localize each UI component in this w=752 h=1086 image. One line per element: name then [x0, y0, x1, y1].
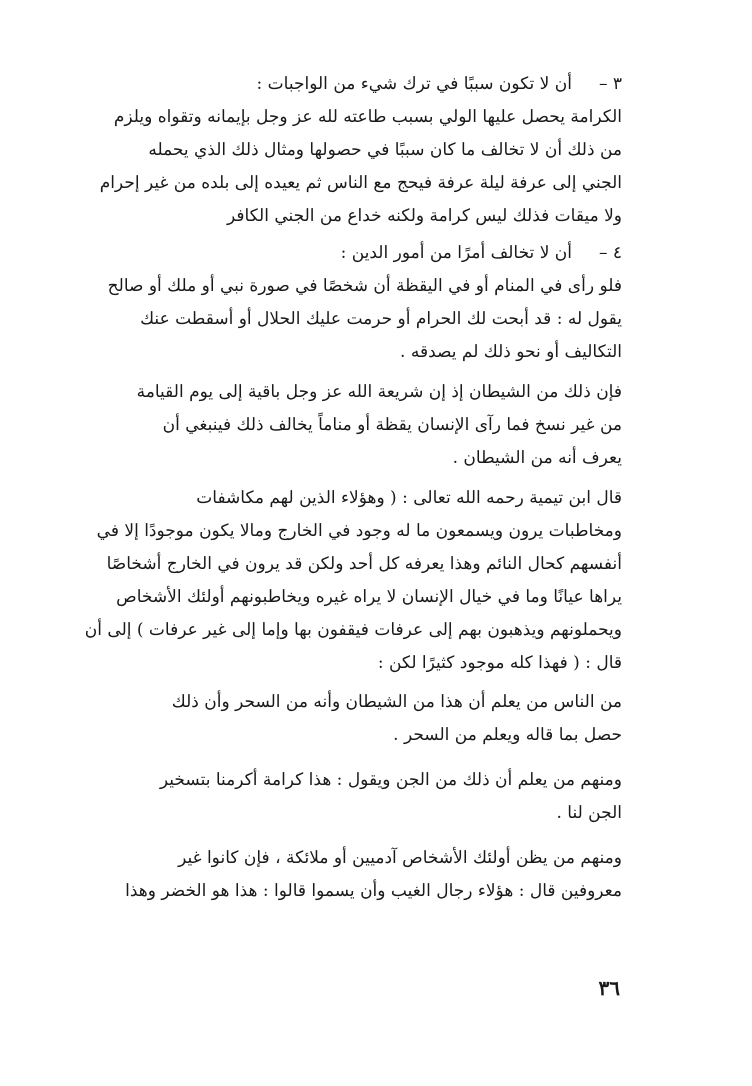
text-line: الجني إلى عرفة ليلة عرفة فيحج مع الناس ثم يعيده إلى بلده من غير إحرام	[99, 173, 622, 193]
paragraph-1	[122, 376, 622, 475]
text-line: ويحملونهم ويذهبون بهم إلى عرفات فيقفون بها وإما إلى غير عرفات ) إلى أن	[84, 620, 622, 640]
paragraph-2	[84, 482, 622, 680]
text-line: يقول له : قد أبحت لك الحرام أو حرمت عليك الحلال أو أسقطت عنك	[140, 309, 622, 329]
text-line: الكرامة يحصل عليها الولي بسبب طاعته لله عز وجل بإيمانه وتقواه ويلزم	[113, 107, 622, 127]
text-line: ومنهم من يظن أولئك الأشخاص آدميين أو ملائكة ، فإن كانوا غير	[178, 848, 622, 868]
text-line: قال : ( فهذا كله موجود كثيرًا لكن :	[377, 653, 622, 673]
item-3-heading: أن لا تكون سببًا في ترك شيء من الواجبات :	[256, 74, 572, 94]
item-3-number: ٣ –	[598, 74, 622, 94]
page-number: ٣٦	[598, 976, 620, 1000]
text-line: أنفسهم كحال النائم وهذا يعرفه كل أحد ولكن قد يرون في الخارج أشخاصًا	[106, 554, 622, 574]
text-line: حصل بما قاله ويعلم من السحر .	[393, 725, 622, 745]
text-line: قال ابن تيمية رحمه الله تعالى : ( وهؤلاء الذين لهم مكاشفات	[196, 488, 622, 508]
text-line: من غير نسخ فما رآى الإنسان يقظة أو مناماً يخالف ذلك فينبغي أن	[162, 415, 622, 435]
item-4-body	[107, 270, 622, 369]
paragraph-3	[122, 686, 622, 752]
text-line: من ذلك أن لا تخالف ما كان سببًا في حصولها ومثال ذلك الذي يحمله	[148, 140, 622, 160]
text-line: الجن لنا .	[556, 803, 622, 823]
item-3-body	[99, 101, 622, 233]
text-line: من الناس من يعلم أن هذا من الشيطان وأنه من السحر وأن ذلك	[171, 692, 622, 712]
text-line: ومخاطبات يرون ويسمعون ما له وجود في الخارج ومالا يكون موجودًا إلا في	[96, 521, 622, 541]
paragraph-4	[122, 764, 622, 830]
text-line: معروفين قال : هؤلاء رجال الغيب وأن يسموا قالوا : هذا هو الخضر وهذا	[125, 881, 622, 901]
text-line: ومنهم من يعلم أن ذلك من الجن ويقول : هذا كرامة أكرمنا بتسخير	[159, 770, 622, 790]
paragraph-5	[122, 842, 622, 908]
text-line: فإن ذلك من الشيطان إذ إن شريعة الله عز وجل باقية إلى يوم القيامة	[136, 382, 622, 402]
item-4-number: ٤ –	[598, 243, 622, 263]
text-line: يعرف أنه من الشيطان .	[452, 448, 622, 468]
text-line: فلو رأى في المنام أو في اليقظة أن شخصًا في صورة نبي أو ملك أو صالح	[107, 276, 622, 296]
text-line: ولا ميقات فذلك ليس كرامة ولكنه خداع من الجني الكافر	[226, 206, 622, 226]
item-4-heading: أن لا تخالف أمرًا من أمور الدين :	[340, 243, 572, 263]
text-line: التكاليف أو نحو ذلك لم يصدقه .	[400, 342, 622, 362]
text-line: يراها عيانًا وما في خيال الإنسان لا يراه غيره ويخاطبونهم أولئك الأشخاص	[116, 587, 622, 607]
